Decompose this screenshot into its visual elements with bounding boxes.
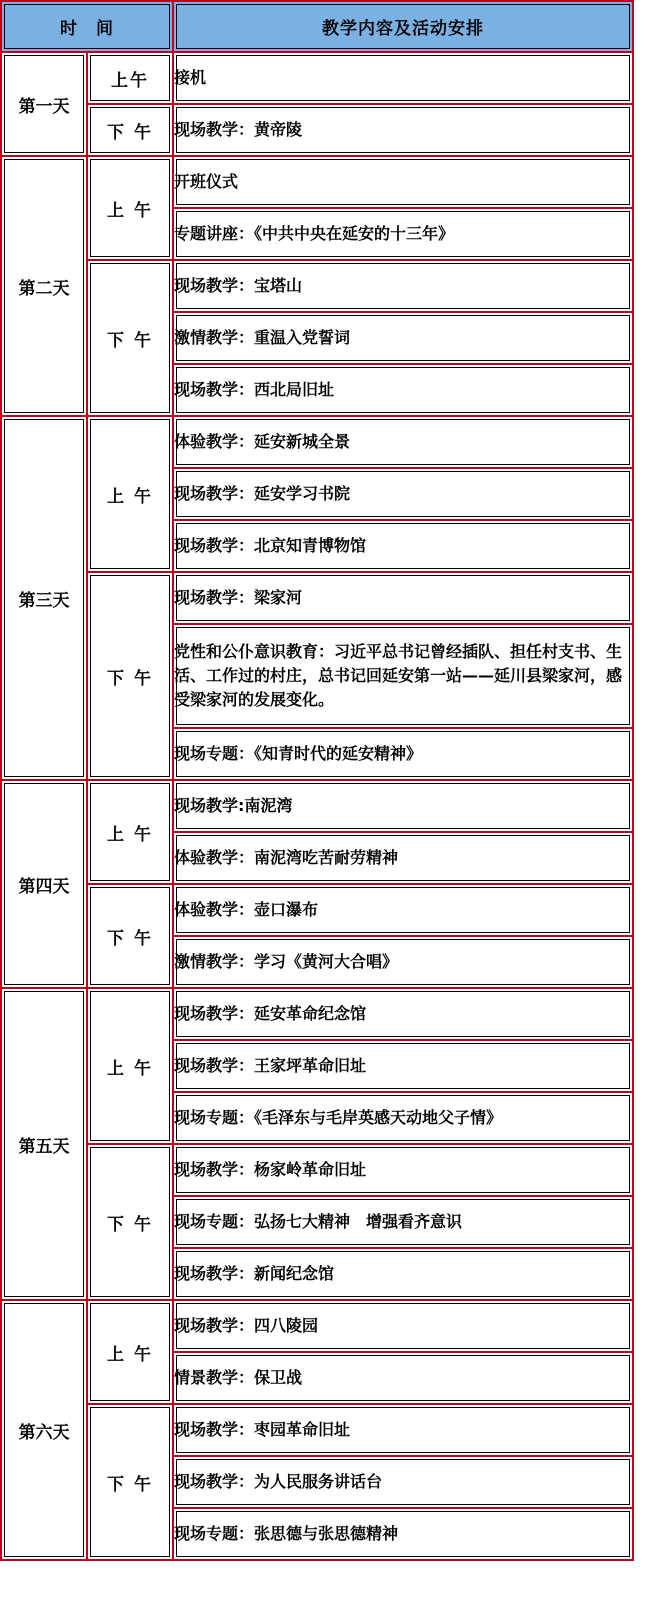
activity-cell: 现场教学：枣园革命旧址 — [174, 1405, 632, 1455]
activity-cell: 体验教学：南泥湾吃苦耐劳精神 — [174, 833, 632, 883]
day-label: 第三天 — [2, 417, 86, 779]
activity-cell: 体验教学：延安新城全景 — [174, 417, 632, 467]
activity-cell: 现场教学：北京知青博物馆 — [174, 521, 632, 571]
period-label: 上 午 — [88, 157, 172, 259]
activity-cell: 专题讲座：《中共中央在延安的十三年》 — [174, 209, 632, 259]
period-label: 下 午 — [88, 885, 172, 987]
period-label: 上 午 — [88, 781, 172, 883]
activity-cell: 现场教学：四八陵园 — [174, 1301, 632, 1351]
activity-cell: 现场专题：弘扬七大精神 增强看齐意识 — [174, 1197, 632, 1247]
activity-cell: 情景教学：保卫战 — [174, 1353, 632, 1403]
period-label: 下 午 — [88, 1145, 172, 1299]
period-label: 下 午 — [88, 1405, 172, 1559]
period-label: 下 午 — [88, 573, 172, 779]
activity-cell: 现场教学：宝塔山 — [174, 261, 632, 311]
activity-cell: 现场教学:南泥湾 — [174, 781, 632, 831]
period-label: 上 午 — [88, 1301, 172, 1403]
period-label: 上 午 — [88, 989, 172, 1143]
day-label: 第一天 — [2, 53, 86, 155]
activity-cell: 现场教学：延安学习书院 — [174, 469, 632, 519]
activity-cell: 现场专题：张思德与张思德精神 — [174, 1509, 632, 1559]
activity-cell: 现场教学：王家坪革命旧址 — [174, 1041, 632, 1091]
day-label: 第四天 — [2, 781, 86, 987]
day-label: 第五天 — [2, 989, 86, 1299]
activity-cell: 现场专题：《毛泽东与毛岸英感天动地父子情》 — [174, 1093, 632, 1143]
activity-cell: 现场教学：杨家岭革命旧址 — [174, 1145, 632, 1195]
activity-cell: 现场教学：西北局旧址 — [174, 365, 632, 415]
activity-cell: 现场教学：梁家河 — [174, 573, 632, 623]
activity-cell-long: 党性和公仆意识教育：习近平总书记曾经插队、担任村支书、生活、工作过的村庄，总书记回延安第一站——延川县梁家河，感受梁家河的发展变化。 — [174, 625, 632, 727]
activity-cell: 激情教学：学习《黄河大合唱》 — [174, 937, 632, 987]
header-content: 教学内容及活动安排 — [174, 2, 632, 51]
period-label: 下 午 — [88, 105, 172, 155]
activity-cell: 接机 — [174, 53, 632, 103]
activity-cell: 开班仪式 — [174, 157, 632, 207]
activity-cell: 现场专题：《知青时代的延安精神》 — [174, 729, 632, 779]
activity-cell: 体验教学：壶口瀑布 — [174, 885, 632, 935]
activity-cell: 现场教学：为人民服务讲话台 — [174, 1457, 632, 1507]
activity-cell: 现场教学：黄帝陵 — [174, 105, 632, 155]
day-label: 第六天 — [2, 1301, 86, 1559]
activity-cell: 现场教学：延安革命纪念馆 — [174, 989, 632, 1039]
header-time: 时 间 — [2, 2, 172, 51]
period-label: 上午 — [88, 53, 172, 103]
day-label: 第二天 — [2, 157, 86, 415]
activity-cell: 激情教学：重温入党誓词 — [174, 313, 632, 363]
period-label: 上 午 — [88, 417, 172, 571]
activity-cell: 现场教学：新闻纪念馆 — [174, 1249, 632, 1299]
period-label: 下 午 — [88, 261, 172, 415]
